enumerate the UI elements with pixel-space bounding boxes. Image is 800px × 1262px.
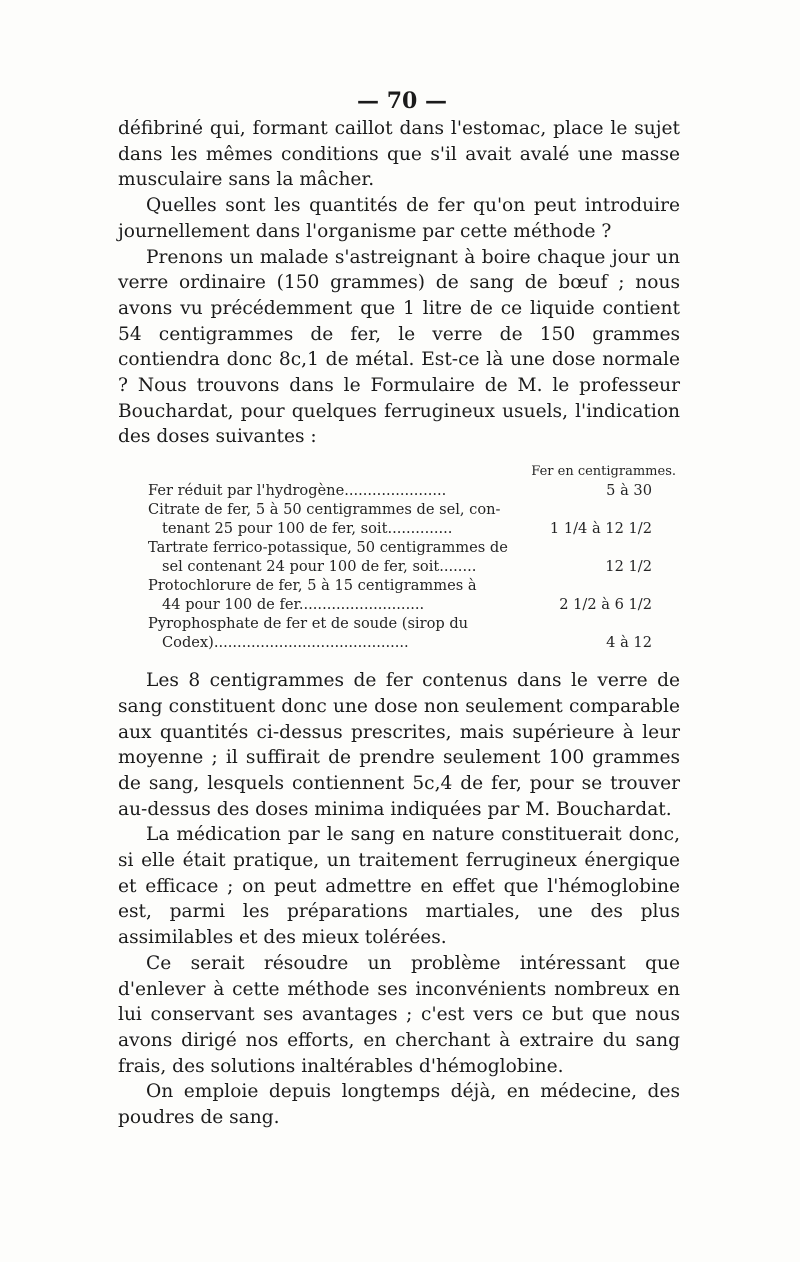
paragraph-7: On emploie depuis longtemps déjà, en médecine, des poudres de sang.	[118, 1081, 680, 1129]
row-description-continued: tenant 25 pour 100 de fer, soit..............	[162, 520, 453, 538]
paragraph-3: Prenons un malade s'astreignant à boire chaque jour un verre ordinaire (150 grammes) de sang de bœuf ; nous avons vu précédemment que 1 litre de ce liquide contient 54 centigrammes de fer, le verre de 150 grammes contiendra donc 8c,1 de métal. Est-ce là une dose normale ? Nous trouvons dans le Formulaire de M. le professeur Bouchardat, pour quelques ferrugineux usuels, l'indication des doses suivantes :	[118, 246, 680, 448]
table-row	[148, 500, 680, 538]
row-value: 12 1/2	[605, 558, 652, 576]
row-description: Protochlorure de fer, 5 à 15 centigrammes à	[148, 577, 477, 595]
row-description: Pyrophosphate de fer et de soude (sirop du	[148, 615, 469, 633]
row-value: 2 1/2 à 6 1/2	[559, 596, 652, 614]
paragraph-1: défibriné qui, formant caillot dans l'estomac, place le sujet dans les mêmes conditions que s'il avait avalé une masse musculaire sans la mâcher.	[118, 118, 680, 191]
row-description: Fer réduit par l'hydrogène......................	[148, 482, 447, 500]
book-page	[118, 86, 680, 1131]
row-description-continued: Codex)..........................................	[162, 634, 409, 652]
table-row	[148, 538, 680, 576]
row-value: 1 1/4 à 12 1/2	[549, 520, 652, 538]
table-row	[148, 576, 680, 614]
row-description-continued: 44 pour 100 de fer...........................	[162, 596, 425, 614]
row-description-continued: sel contenant 24 pour 100 de fer, soit........	[162, 558, 477, 576]
row-value: 5 à 30	[606, 482, 652, 500]
table-row	[148, 614, 680, 652]
paragraph-5: La médication par le sang en nature constituerait donc, si elle était pratique, un traitement ferrugineux énergique et efficace ; on peut admettre en effet que l'hémoglobine est, parmi les préparations martiales, une des plus assimilables et des mieux tolérées.	[118, 824, 680, 949]
dosage-table	[148, 462, 680, 652]
page-number: — 70 —	[357, 88, 447, 114]
table-column-header: Fer en centigrammes.	[531, 464, 676, 480]
row-description: Tartrate ferrico-potassique, 50 centigrammes de	[148, 539, 508, 557]
table-row	[148, 481, 680, 500]
row-description: Citrate de fer, 5 à 50 centigrammes de sel, con-	[148, 501, 501, 519]
row-value: 4 à 12	[606, 634, 652, 652]
paragraph-6: Ce serait résoudre un problème intéressant que d'enlever à cette méthode ses inconvénients nombreux en lui conservant ses avantages ; c'est vers ce but que nous avons dirigé nos efforts, en cherchant à extraire du sang frais, des solutions inaltérables d'hémoglobine.	[118, 952, 680, 1077]
paragraph-2: Quelles sont les quantités de fer qu'on peut introduire journellement dans l'organisme par cette méthode ?	[118, 195, 680, 242]
paragraph-4: Les 8 centigrammes de fer contenus dans le verre de sang constituent donc une dose non seulement comparable aux quantités ci-dessus prescrites, mais supérieure à leur moyenne ; il suffirait de prendre seulement 100 grammes de sang, lesquels contiennent 5c,4 de fer, pour se trouver au-dessus des doses minima indiquées par M. Bouchardat.	[118, 670, 680, 820]
